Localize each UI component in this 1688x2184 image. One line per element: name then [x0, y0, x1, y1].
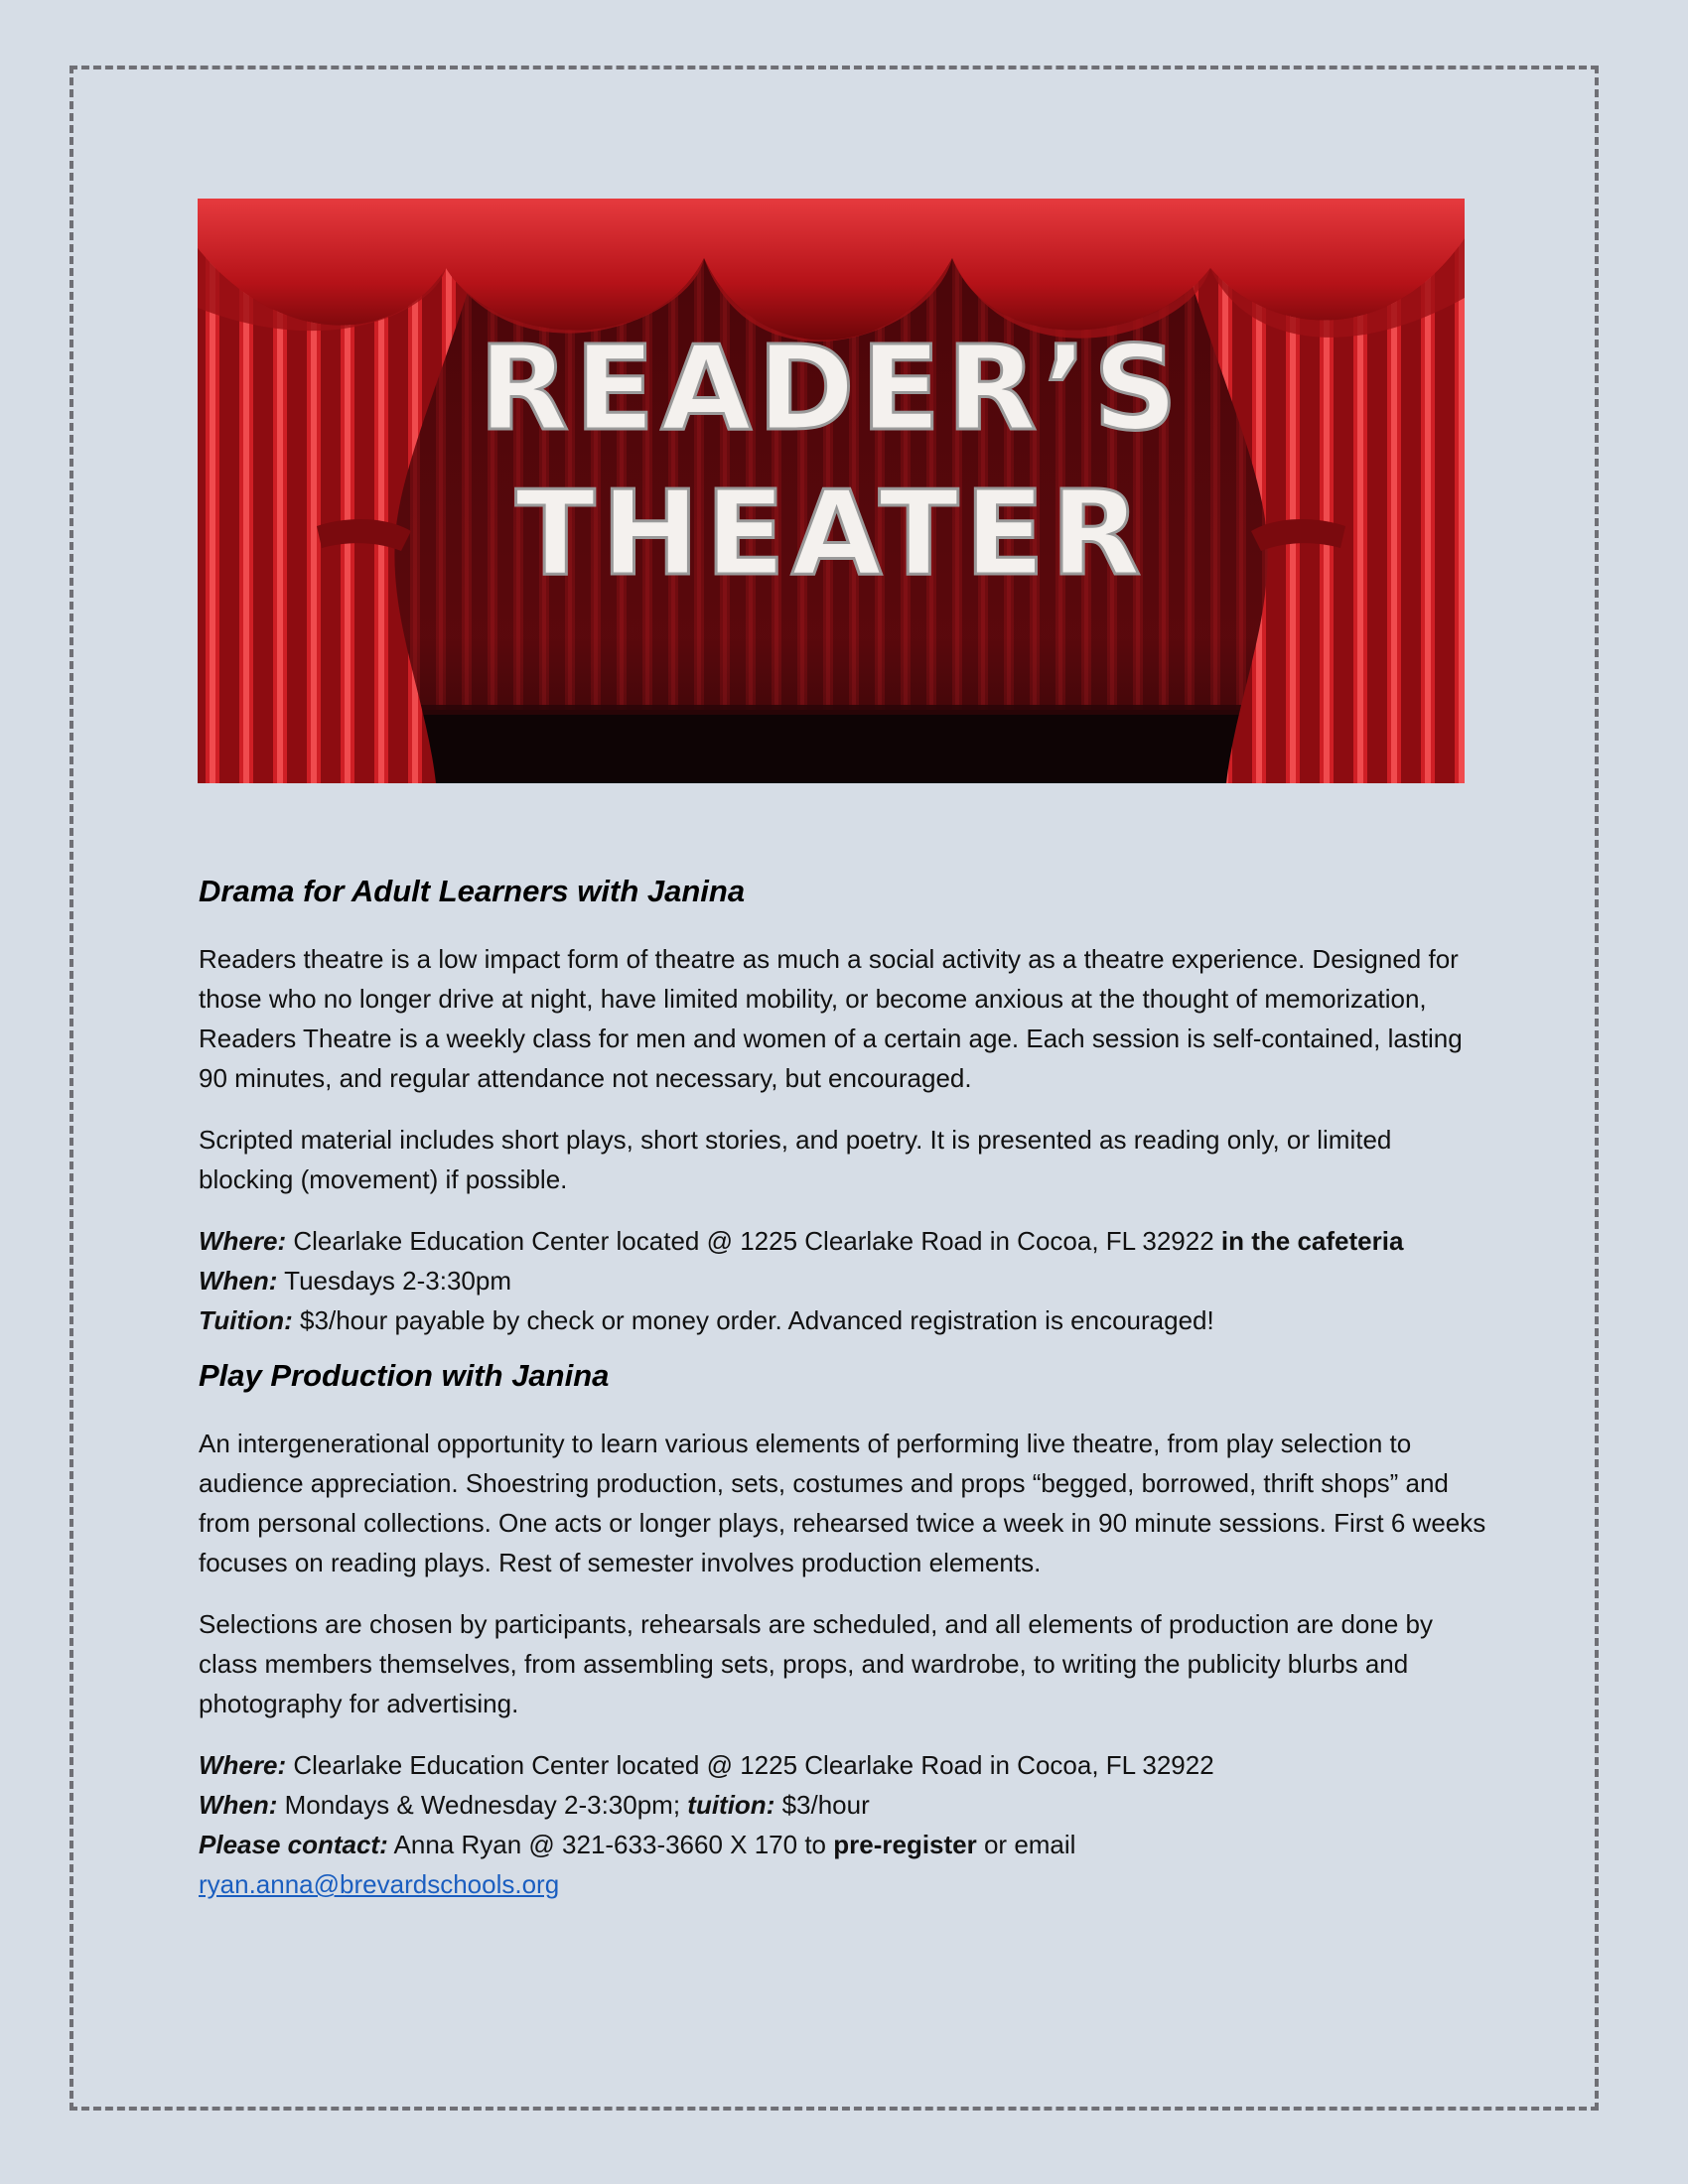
when-label: When: — [199, 1790, 278, 1820]
drama-materials: Scripted material includes short plays, short stories, and poetry. It is presented as reading only, or limited blocking (movement) if possible. — [199, 1125, 1392, 1194]
where-label: Where: — [199, 1226, 287, 1256]
drama-tuition-line — [199, 1300, 1489, 1340]
when-value: Tuesdays 2-3:30pm — [277, 1266, 511, 1296]
play-when-line — [199, 1785, 1489, 1825]
section-heading-play-production: Play Production with Janina — [199, 1358, 610, 1393]
tuition-value: $3/hour — [774, 1790, 870, 1820]
email-line — [199, 1864, 1489, 1904]
email-link[interactable]: ryan.anna@brevardschools.org — [199, 1869, 560, 1899]
when-label: When: — [199, 1266, 278, 1296]
where-label: Where: — [199, 1750, 287, 1780]
document-body — [199, 872, 1489, 1920]
play-production-details — [199, 1745, 1489, 1904]
curtain-illustration — [198, 199, 1465, 783]
tuition-label: Tuition: — [199, 1305, 293, 1335]
tuition-value: $3/hour payable by check or money order. Advanced registration is encouraged! — [292, 1305, 1214, 1335]
where-value: Clearlake Education Center located @ 1225 Clearlake Road in Cocoa, FL 32922 — [286, 1750, 1214, 1780]
banner-title-line-1: READER’S — [478, 320, 1185, 457]
tuition-label: tuition: — [687, 1790, 775, 1820]
drama-when-line — [199, 1261, 1489, 1300]
section-heading-drama: Drama for Adult Learners with Janina — [199, 874, 746, 908]
contact-label: Please contact: — [199, 1830, 388, 1859]
readers-theater-banner — [198, 199, 1465, 783]
play-production-selections: Selections are chosen by participants, rehearsals are scheduled, and all elements of production are done by class members themselves, from assembling sets, props, and wardrobe, to writing the publicity blurbs and photography for advertising. — [199, 1609, 1433, 1718]
where-value: Clearlake Education Center located @ 1225 Clearlake Road in Cocoa, FL 32922 — [286, 1226, 1221, 1256]
play-contact-line — [199, 1825, 1489, 1864]
contact-emphasis: pre-register — [833, 1830, 977, 1859]
where-emphasis: in the cafeteria — [1220, 1226, 1404, 1256]
drama-where-line — [199, 1221, 1489, 1261]
banner-title-line-2: THEATER — [515, 465, 1147, 602]
play-production-description: An intergenerational opportunity to learn various elements of performing live theatre, from play selection to audience appreciation. Shoestring production, sets, costumes and props “begged, borrowed, thrift shops” and from personal collections. One acts or longer plays, rehearsed twice a week in 90 minute sessions. First 6 weeks focuses on reading plays. Rest of semester involves production elements. — [199, 1429, 1486, 1577]
drama-details — [199, 1221, 1489, 1340]
drama-description: Readers theatre is a low impact form of theatre as much a social activity as a theatre experience. Designed for those who no longer drive at night, have limited mobility, or become anxious at the thought of memorization, Readers Theatre is a weekly class for men and women of a certain age. Each session is self-contained, lasting 90 minutes, and regular attendance not necessary, but encouraged. — [199, 944, 1463, 1093]
when-value: Mondays & Wednesday 2-3:30pm; — [277, 1790, 688, 1820]
play-where-line — [199, 1745, 1489, 1785]
contact-value: Anna Ryan @ 321-633-3660 X 170 to — [387, 1830, 834, 1859]
contact-tail: or email — [976, 1830, 1076, 1859]
